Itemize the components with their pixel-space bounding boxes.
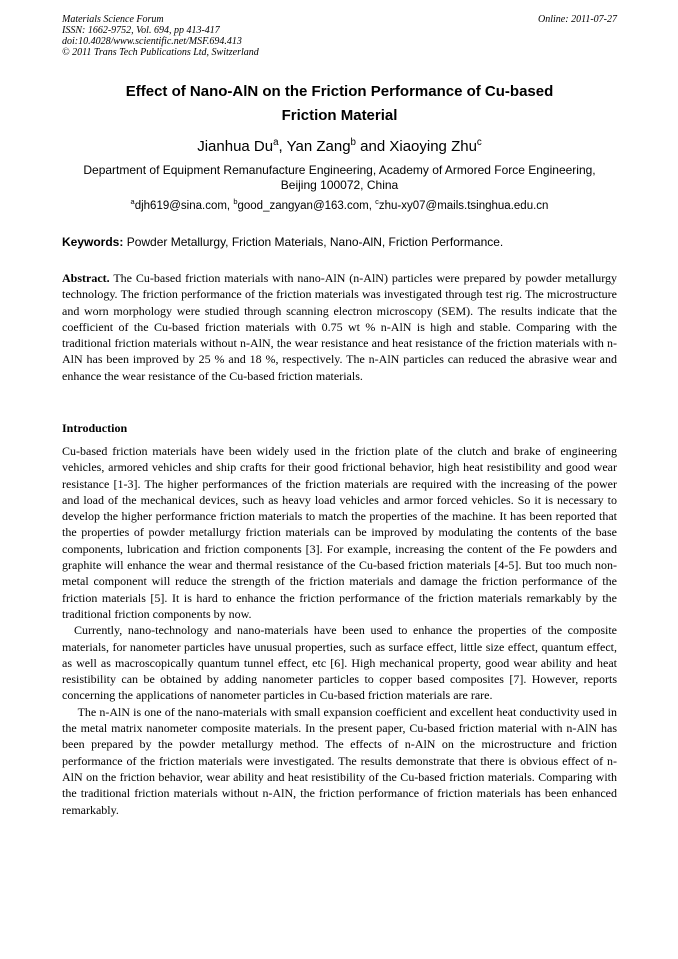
affiliation-line-1: Department of Equipment Remanufacture Engineering, Academy of Armored Force Engineering,: [83, 163, 596, 177]
author-list: [62, 136, 617, 158]
email-address: zhu-xy07@mails.tsinghua.edu.cn: [378, 200, 549, 212]
author-emails: [62, 199, 617, 214]
journal-name: Materials Science Forum: [62, 14, 164, 25]
email-mark: b: [233, 197, 238, 207]
author-name: Xiaoying Zhu: [389, 138, 477, 155]
author-name: Jianhua Du: [197, 138, 274, 155]
abstract: [62, 270, 617, 384]
copyright-line: © 2011 Trans Tech Publications Ltd, Switzerland: [62, 47, 259, 58]
title-line-2: Friction Material: [281, 107, 398, 124]
author-name: Yan Zang: [286, 138, 351, 155]
author-separator: and: [355, 138, 390, 155]
doi-line: doi:10.4028/www.scientific.net/MSF.694.413: [62, 36, 242, 47]
email-mark: c: [375, 197, 379, 207]
email-address: good_zangyan@163.com,: [237, 200, 376, 212]
keywords-label: Keywords:: [62, 235, 124, 249]
author-affil-mark: c: [476, 137, 482, 148]
introduction-body: [62, 443, 617, 818]
journal-header: [62, 14, 617, 58]
affiliation-line-2: Beijing 100072, China: [280, 178, 399, 192]
online-date: Online: 2011-07-27: [538, 14, 617, 25]
author-affil-mark: a: [273, 137, 279, 148]
issn-line: ISSN: 1662-9752, Vol. 694, pp 413-417: [62, 25, 220, 36]
intro-paragraph-1: Cu-based friction materials have been widely used in the friction plate of the clutch and brake of engineering vehicles, armored vehicles and ship crafts for their good frictional behavior, high heat resistibility and good wear resistance [1-3]. The higher performances of the friction materials are required with the increasing of the power and load of the mechanical devices, such as heavy load vehicles and armor forced vehicles. So it is necessary to develop the higher performance friction materials to match the properties of the machine. It has been reported that the properties of powder metallurgy friction materials can be improved by modulating the contents of the base components, lubrication and friction components [3]. For example, increasing the content of the Fe powders and graphite will enhance the wear and thermal resistance of the Cu-based friction materials [4-5]. But too much non-metal component will reduce the strength of the friction materials and damage the friction performance of the friction materials [5]. It is hard to enhance the friction performance of the friction materials remarkably by the traditional friction components by now.: [62, 444, 617, 621]
intro-paragraph-2: Currently, nano-technology and nano-materials have been used to enhance the properties of the composite materials, for nanometer particles have unusual properties, such as surface effect, little size effect, quantum effect, as well as macroscopically quantum tunnel effect, etc [6]. High mechanical property, good wear ability and heat resistibility can be obtained by adding nanometer particles to copper based composites [7]. However, reports concerning the applications of nanometer particles in Cu-based friction materials are rare.: [62, 623, 617, 703]
section-heading-introduction: Introduction: [62, 421, 128, 435]
keywords: [62, 235, 617, 250]
author-affil-mark: b: [350, 137, 356, 148]
email-mark: a: [130, 197, 135, 207]
author-separator: ,: [278, 138, 287, 155]
paper-title: [62, 80, 617, 128]
abstract-text: The Cu-based friction materials with nano-AlN (n-AlN) particles were prepared by powder metallurgy technology. The friction performance of the friction materials was investigated through test rig. The microstructure and worn morphology were studied through scanning electron microscopy (SEM). The results indicate that the coefficient of the Cu-based friction materials with 0.75 wt % n-AlN is high and stable. Comparing with the traditional friction materials without n-AlN, the wear resistance and heat resistance of the friction materials with n-AlN has been improved by 25 % and 18 %, respectively. The n-AlN particles can reduced the abrasive wear and enhance the wear resistance of the Cu-based friction materials.: [62, 271, 617, 383]
keywords-text: Powder Metallurgy, Friction Materials, Nano-AlN, Friction Performance.: [123, 235, 504, 249]
title-line-1: Effect of Nano-AlN on the Friction Performance of Cu-based: [125, 83, 554, 100]
email-address: djh619@sina.com,: [134, 200, 234, 212]
abstract-label: Abstract.: [62, 271, 110, 285]
intro-paragraph-3: The n-AlN is one of the nano-materials with small expansion coefficient and excellent heat conductivity used in the metal matrix nanometer composite materials. In the present paper, Cu-based friction material with n-AlN has been prepared by the powder metallurgy method. The effects of n-AlN on the microstructure and friction performance of the friction materials were investigated. The results demonstrate that there is obvious effect of n-AlN on the friction behavior, wear ability and heat resistibility of the Cu-based friction materials. Comparing with the traditional friction materials without n-AlN, the friction performance of friction materials has been enhanced remarkably.: [62, 704, 617, 817]
affiliation: [62, 163, 617, 193]
